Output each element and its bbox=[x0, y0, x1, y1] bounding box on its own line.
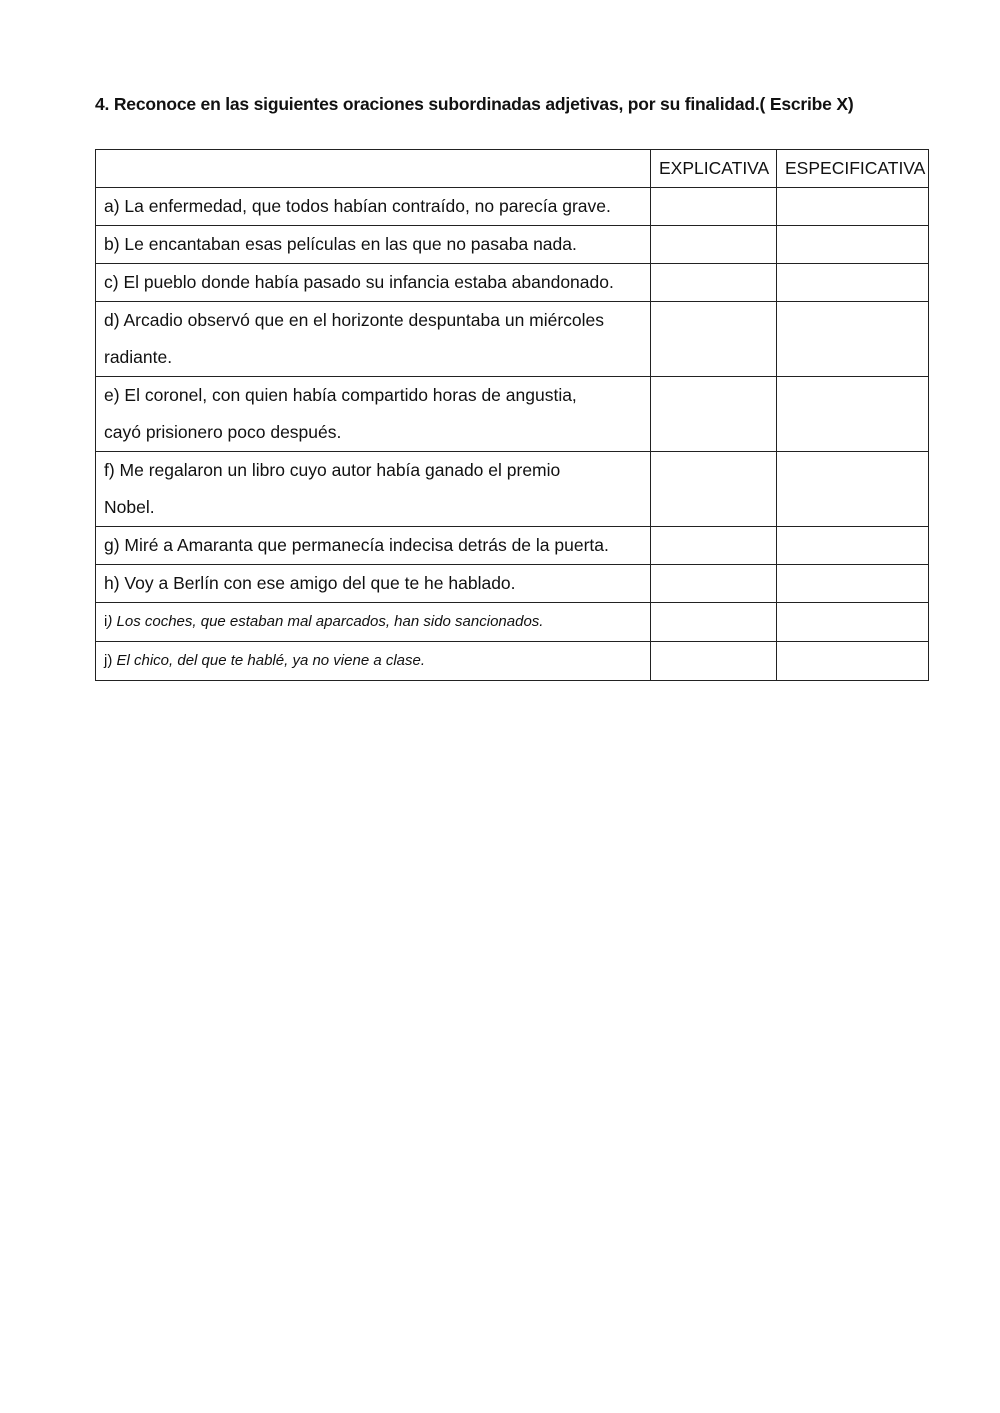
answer-cell-explicativa-e[interactable] bbox=[651, 377, 777, 452]
answer-cell-especificativa-e[interactable] bbox=[777, 377, 929, 452]
answer-cell-especificativa-c[interactable] bbox=[777, 264, 929, 302]
sentence-j bbox=[96, 642, 651, 681]
sentence-a bbox=[96, 188, 651, 226]
exercise-title: 4. Reconoce en las siguientes oraciones subordinadas adjetivas, por su finalidad.( Escribe X) bbox=[95, 94, 854, 114]
sentence-paren: ) Los coches, que estaban mal aparcados, han sido sancionados. bbox=[107, 613, 544, 630]
table-row bbox=[96, 565, 929, 603]
table-row bbox=[96, 377, 929, 452]
table-row bbox=[96, 642, 929, 681]
answer-cell-especificativa-d[interactable] bbox=[777, 302, 929, 377]
answer-cell-especificativa-f[interactable] bbox=[777, 452, 929, 527]
sentence-text-line2: radiante. bbox=[104, 347, 173, 367]
sentence-text: a) La enfermedad, que todos habían contraído, no parecía grave. bbox=[104, 196, 611, 216]
answer-cell-explicativa-c[interactable] bbox=[651, 264, 777, 302]
answer-cell-explicativa-f[interactable] bbox=[651, 452, 777, 527]
answer-cell-especificativa-i[interactable] bbox=[777, 603, 929, 642]
header-especificativa: ESPECIFICATIVA bbox=[777, 150, 929, 188]
sentence-text: c) El pueblo donde había pasado su infancia estaba abandonado. bbox=[104, 272, 614, 292]
sentence-prefix: i bbox=[104, 613, 108, 630]
table-row bbox=[96, 226, 929, 264]
answer-cell-explicativa-a[interactable] bbox=[651, 188, 777, 226]
answer-cell-explicativa-b[interactable] bbox=[651, 226, 777, 264]
table-row bbox=[96, 188, 929, 226]
answer-cell-especificativa-g[interactable] bbox=[777, 527, 929, 565]
answer-cell-explicativa-j[interactable] bbox=[651, 642, 777, 681]
sentence-f bbox=[96, 452, 651, 527]
answer-cell-explicativa-h[interactable] bbox=[651, 565, 777, 603]
sentence-i bbox=[96, 603, 651, 642]
sentence-g bbox=[96, 527, 651, 565]
answer-cell-especificativa-a[interactable] bbox=[777, 188, 929, 226]
sentence-e bbox=[96, 377, 651, 452]
sentence-text: g) Miré a Amaranta que permanecía indecisa detrás de la puerta. bbox=[104, 535, 609, 555]
sentence-prefix: j) bbox=[104, 652, 113, 669]
answer-cell-especificativa-h[interactable] bbox=[777, 565, 929, 603]
table-row bbox=[96, 603, 929, 642]
table-row bbox=[96, 527, 929, 565]
answer-cell-especificativa-b[interactable] bbox=[777, 226, 929, 264]
exercise-table bbox=[95, 149, 929, 681]
sentence-text-line1: f) Me regalaron un libro cuyo autor había ganado el premio bbox=[104, 460, 561, 480]
table-row bbox=[96, 264, 929, 302]
header-sentence bbox=[96, 150, 651, 188]
table-row bbox=[96, 302, 929, 377]
answer-cell-explicativa-d[interactable] bbox=[651, 302, 777, 377]
sentence-d bbox=[96, 302, 651, 377]
answer-cell-explicativa-i[interactable] bbox=[651, 603, 777, 642]
answer-cell-especificativa-j[interactable] bbox=[777, 642, 929, 681]
header-explicativa: EXPLICATIVA bbox=[651, 150, 777, 188]
sentence-text-line2: cayó prisionero poco después. bbox=[104, 422, 342, 442]
table-row bbox=[96, 452, 929, 527]
sentence-text: b) Le encantaban esas películas en las que no pasaba nada. bbox=[104, 234, 577, 254]
sentence-text: h) Voy a Berlín con ese amigo del que te he hablado. bbox=[104, 573, 516, 593]
sentence-h bbox=[96, 565, 651, 603]
sentence-text-line1: d) Arcadio observó que en el horizonte despuntaba un miércoles bbox=[104, 310, 605, 330]
answer-cell-explicativa-g[interactable] bbox=[651, 527, 777, 565]
sentence-text-line2: Nobel. bbox=[104, 497, 155, 517]
sentence-text: El chico, del que te hablé, ya no viene a clase. bbox=[112, 652, 426, 669]
sentence-text-line1: e) El coronel, con quien había compartido horas de angustia, bbox=[104, 385, 577, 405]
table-header-row bbox=[96, 150, 929, 188]
sentence-c bbox=[96, 264, 651, 302]
sentence-b bbox=[96, 226, 651, 264]
